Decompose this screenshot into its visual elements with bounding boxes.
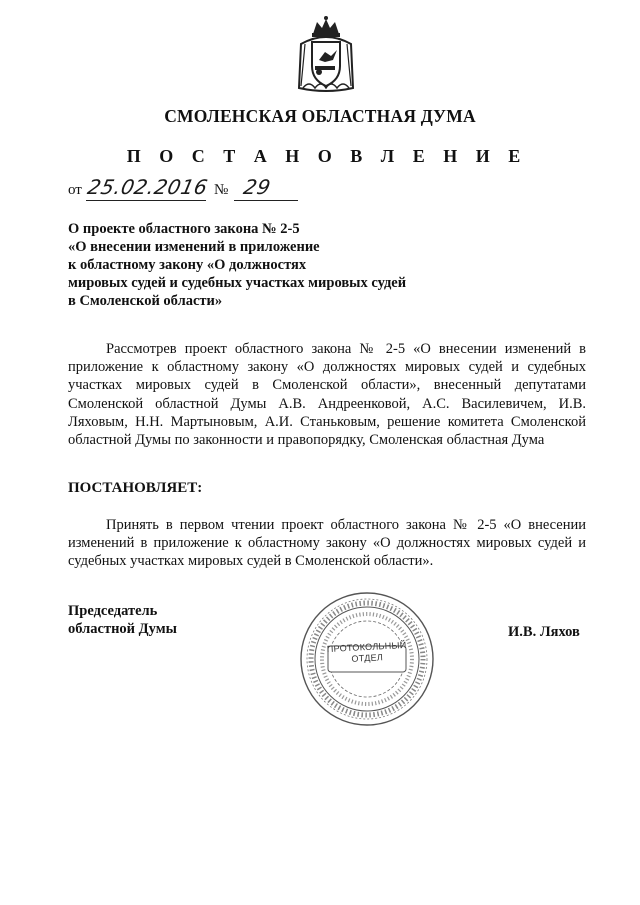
handwritten-number: 29 xyxy=(241,175,274,199)
organization-title: СМОЛЕНСКАЯ ОБЛАСТНАЯ ДУМА xyxy=(164,106,476,126)
position-line: Председатель xyxy=(68,603,158,619)
stamp-department-label xyxy=(326,640,407,666)
body-paragraph-decision: Принять в первом чтении проект областного закона № 2-5 «О внесении изменений в приложение к областному закону «О должностях мировых судей и судебных участках мировых судей в Смоленской области». xyxy=(68,517,586,570)
subject-line: О проекте областного закона № 2-5 xyxy=(68,221,300,237)
stamp-line: ОТДЕЛ xyxy=(351,652,384,664)
coat-of-arms-emblem xyxy=(295,14,357,96)
subject-line: к областному закону «О должностях xyxy=(68,257,307,273)
stamp-line: ПРОТОКОЛЬНЫЙ xyxy=(326,639,407,655)
body-paragraph-considering: Рассмотрев проект областного закона № 2-5 «О внесении изменений в приложение к областному закону «О должностях мировых судей и судебных участках мировых судей в Смоленской области», внесенный депутатами Смоленской областной Думы А.В. Андреенковой, А.С. Василевичем, И.В. Ляховым, Н.Н. Мартыновым, А.И. Станьковым, решение комитета Смоленской областной Думы по законности и правопорядку, Смоленская областная Дума xyxy=(68,341,586,449)
handwritten-date: 25.02.2016 xyxy=(85,175,211,199)
resolves-heading: ПОСТАНОВЛЯЕТ: xyxy=(68,480,203,496)
document-type-title: П О С Т А Н О В Л Е Н И Е xyxy=(126,146,528,166)
signatory-name: И.В. Ляхов xyxy=(508,624,580,640)
subject-line: «О внесении изменений в приложение xyxy=(68,239,320,255)
date-underline xyxy=(86,200,206,201)
subject-line: мировых судей и судебных участках мировых судей xyxy=(68,275,407,291)
number-underline xyxy=(234,200,298,201)
number-label: № xyxy=(214,182,229,198)
document-subject xyxy=(68,220,488,310)
signatory-position xyxy=(68,602,177,638)
subject-line: в Смоленской области» xyxy=(68,293,223,309)
date-from-label: от xyxy=(68,182,82,198)
position-line: областной Думы xyxy=(68,621,177,637)
